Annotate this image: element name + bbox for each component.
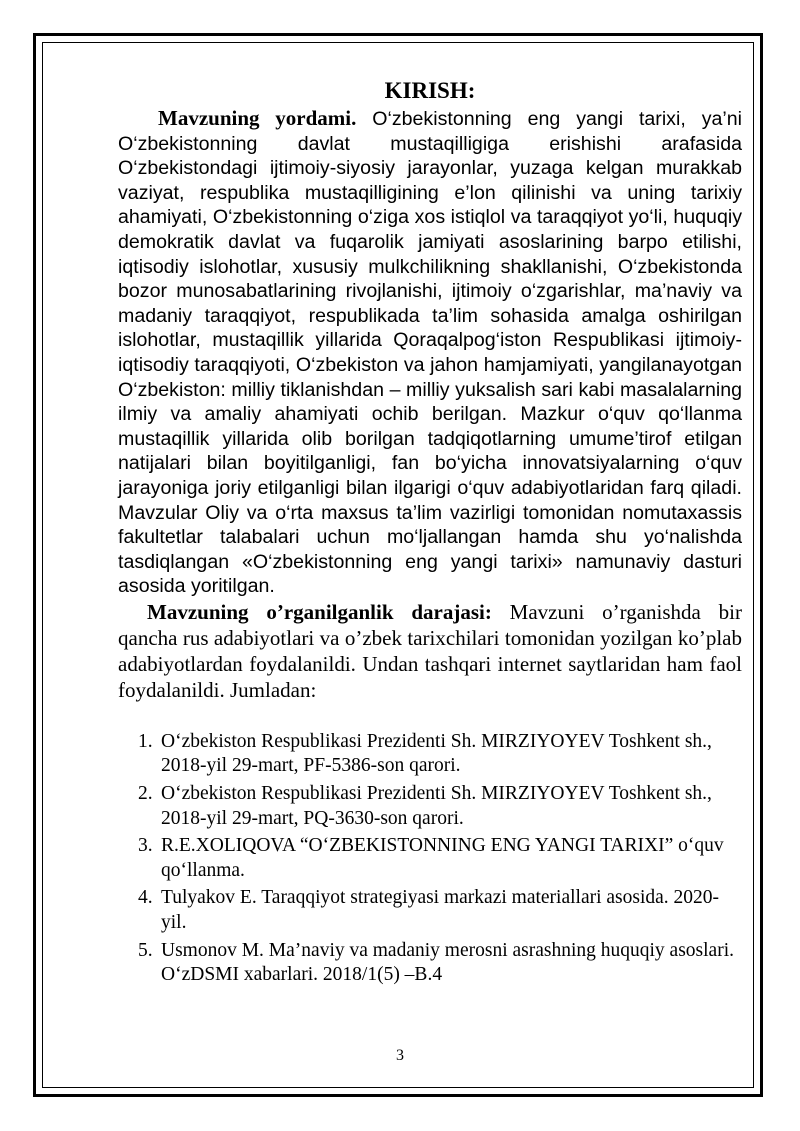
reference-list [118,730,742,988]
list-item-number: 5. [138,939,153,961]
list-item-text: Usmonov M. Ma’naviy va madaniy merosni asrashning huquqiy asoslari. O‘zDSMI xabarlari. 2018/1(5) –B.4 [161,939,734,986]
list-item [118,886,742,935]
list-item [118,939,742,988]
list-item [118,834,742,883]
list-item-number: 3. [138,835,153,857]
list-item-text: O‘zbekiston Respublikasi Prezidenti Sh. MIRZIYOYEV Toshkent sh., 2018-yil 29-mart, PF-5386-son qarori. [161,730,712,777]
page-title: KIRISH: [384,78,476,103]
intro-paragraph [118,106,742,599]
list-item-number: 2. [138,783,153,805]
list-item-text: Tulyakov E. Taraqqiyot strategiyasi markazi materiallari asosida. 2020-yil. [161,887,720,934]
page-number: 3 [396,1047,404,1064]
list-item [118,730,742,779]
study-text: Mavzuni o’rganishda bir qancha rus adabiyotlari va o’zbek tarixchilari tomonidan yozilgan ko’plab adabiyotlardan foydalanildi. Undan tashqari internet saytlaridan ham faol foydalanildi. Jumladan: [118,599,742,702]
study-paragraph [118,599,742,703]
intro-text: O‘zbekistonning eng yangi tarixi, ya’ni O‘zbekistonning davlat mustaqilligiga erishishi arafasida O‘zbekistondagi ijtimoiy-siyosiy jarayonlar, yuzaga kelgan murakkab vaziyat, respublika mustaqilligining e’lon qilinishi va uning tarixiy ahamiyati, O‘zbekistonning o‘ziga xos istiqlol va taraqqiyot yo‘li, huquqiy demokratik davlat va fuqarolik jamiyati asoslarining barpo etilishi, iqtisodiy islohotlar, xususiy mulkchilikning shakllanishi, O‘zbekistonda bozor munosabatlarining rivojlanishi, ijtimoiy o‘zgarishlar, ma’naviy va madaniy taraqqiyot, respublikada ta’lim sohasida amalga oshirilgan islohotlar, mustaqillik yillarida Qoraqalpog‘iston Respublikasi ijtimoiy-iqtisodiy taraqqiyoti, O‘zbekiston va jahon hamjamiyati, yangilanayotgan O‘zbekiston: milliy tiklanishdan – milliy yuksalish sari kabi masalalarning ilmiy va amaliy ahamiyati ochib berilgan. Mazkur o‘quv qo‘llanma mustaqillik yillarida olib borilgan tadqiqotlarning umume’tirof etilgan natijalari bilan boyitilganligi, fan bo‘yicha innovatsiyalarning o‘quv jarayoniga joriy etilganligi bilan ilgarigi o‘quv adabiyotlaridan farq qiladi. Mavzular Oliy va o‘rta maxsus ta’lim vazirligi tomonidan nomutaxassis fakultetlar talabalari uchun mo‘ljallangan hamda shu yo‘nalishda tasdiqlangan «O‘zbekistonning eng yangi tarixi» namunaviy dasturi asosida yoritilgan. [118,108,742,598]
list-item-number: 4. [138,887,153,909]
list-item-number: 1. [138,730,153,752]
intro-lead: Mavzuning yordami. [158,106,357,130]
document-body [118,78,742,991]
list-item [118,782,742,831]
list-item-text: O‘zbekiston Respublikasi Prezidenti Sh. MIRZIYOYEV Toshkent sh., 2018-yil 29-mart, PQ-3630-son qarori. [161,783,712,829]
list-item-text: R.E.XOLIQOVA “O‘ZBEKISTONNING ENG YANGI TARIXI” o‘quv qo‘llanma. [161,835,724,881]
study-lead: Mavzuning o’rganilganlik darajasi: [147,599,492,624]
